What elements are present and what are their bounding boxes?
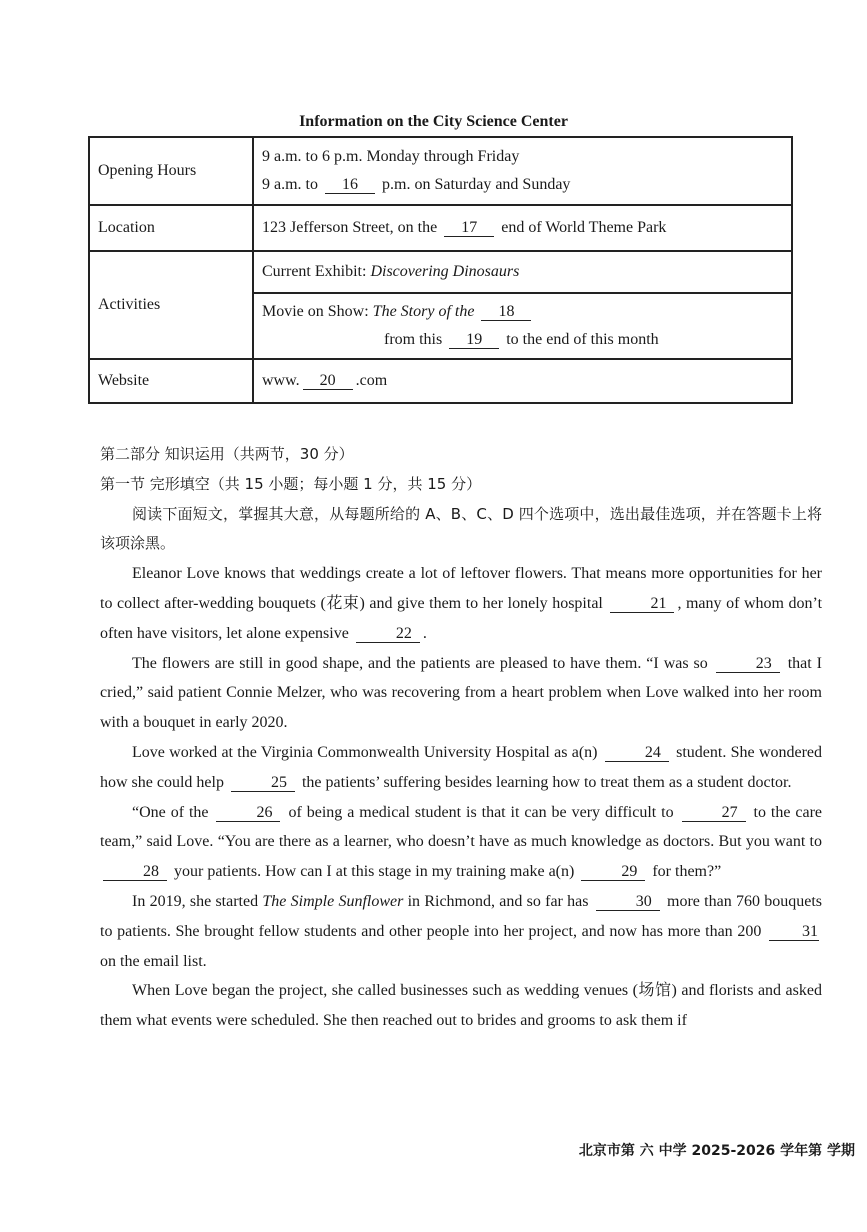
location-label: Location [89, 205, 253, 251]
page-footer: 北京市第 六 中学 2025-2026 学年第 学期 [578, 1143, 855, 1159]
blank-22[interactable]: 22 [356, 625, 420, 643]
blank-31[interactable]: 31 [769, 923, 819, 941]
blank-19[interactable]: 19 [449, 331, 499, 349]
location-value: 123 Jefferson Street, on the 17 end of World Theme Park [253, 205, 792, 251]
passage-paragraph-4: “One of the 26 of being a medical student is that it can be very difficult to 27 to the care team,” said Love. “You are there as a learner, who doesn’t have as much knowledge as doctors. But you want to 28 your patients. How can I at this stage in my training make a(n) 29 for them?” [100, 803, 823, 881]
part-heading: 第二部分 知识运用（共两节，30 分） [100, 445, 354, 463]
table-title: Information on the City Science Center [299, 113, 568, 130]
blank-25[interactable]: 25 [231, 774, 295, 792]
movie-value: Movie on Show: The Story of the 18 from this 19 to the end of this month [253, 293, 792, 359]
blank-28[interactable]: 28 [103, 863, 167, 881]
blank-23[interactable]: 23 [716, 655, 780, 673]
passage-paragraph-6: When Love began the project, she called businesses such as wedding venues (场馆) and florists and asked them what events were scheduled. She then reached out to brides and grooms to ask them if [100, 982, 822, 1030]
blank-24[interactable]: 24 [605, 744, 669, 762]
instruction-text: 阅读下面短文，掌握其大意，从每题所给的 A、B、C、D 四个选项中，选出最佳选项，并在答题卡上将该项涂黑。 [100, 504, 822, 553]
blank-30[interactable]: 30 [596, 893, 660, 911]
blank-16[interactable]: 16 [325, 176, 375, 194]
blank-21[interactable]: 21 [610, 595, 674, 613]
passage-paragraph-1: Eleanor Love knows that weddings create a lot of leftover flowers. That means more opportunities for her to collect after-wedding bouquets (花束) and give them to her lonely hospital 21 , many of whom don’t often have visitors, let alone expensive 22 . [100, 565, 823, 642]
cloze-section [100, 440, 822, 1036]
opening-hours-value: 9 a.m. to 6 p.m. Monday through Friday 9 a.m. to 16 p.m. on Saturday and Sunday [253, 137, 792, 205]
blank-26[interactable]: 26 [216, 804, 280, 822]
exhibit-value: Current Exhibit: Discovering Dinosaurs [253, 251, 792, 293]
info-table [88, 136, 793, 404]
passage-paragraph-2: The flowers are still in good shape, and the patients are pleased to have them. “I was so 23 that I cried,” said patient Connie Melzer, who was recovering from a heart problem when Love walked into her room with a bouquet in early 2020. [100, 654, 823, 732]
table-row [89, 205, 792, 251]
passage-paragraph-3: Love worked at the Virginia Commonwealth University Hospital as a(n) 24 student. She wondered how she could help 25 the patients’ suffering besides learning how to treat them as a student doctor. [100, 743, 823, 791]
blank-18[interactable]: 18 [481, 303, 531, 321]
blank-20[interactable]: 20 [303, 372, 353, 390]
section-heading: 第一节 完形填空（共 15 小题；每小题 1 分，共 15 分） [100, 474, 482, 493]
passage-paragraph-5: In 2019, she started The Simple Sunflower in Richmond, and so far has 30 more than 760 bouquets to patients. She brought fellow students and other people into her project, and now has more than 200 31 on the email list. [100, 892, 822, 970]
blank-29[interactable]: 29 [581, 863, 645, 881]
blank-17[interactable]: 17 [444, 219, 494, 237]
table-row [89, 359, 792, 403]
table-row [89, 251, 792, 293]
table-row [89, 137, 792, 205]
website-value: www. 20 .com [253, 359, 792, 403]
opening-hours-label: Opening Hours [89, 137, 253, 205]
blank-27[interactable]: 27 [682, 804, 746, 822]
website-label: Website [89, 359, 253, 403]
activities-label: Activities [89, 251, 253, 359]
